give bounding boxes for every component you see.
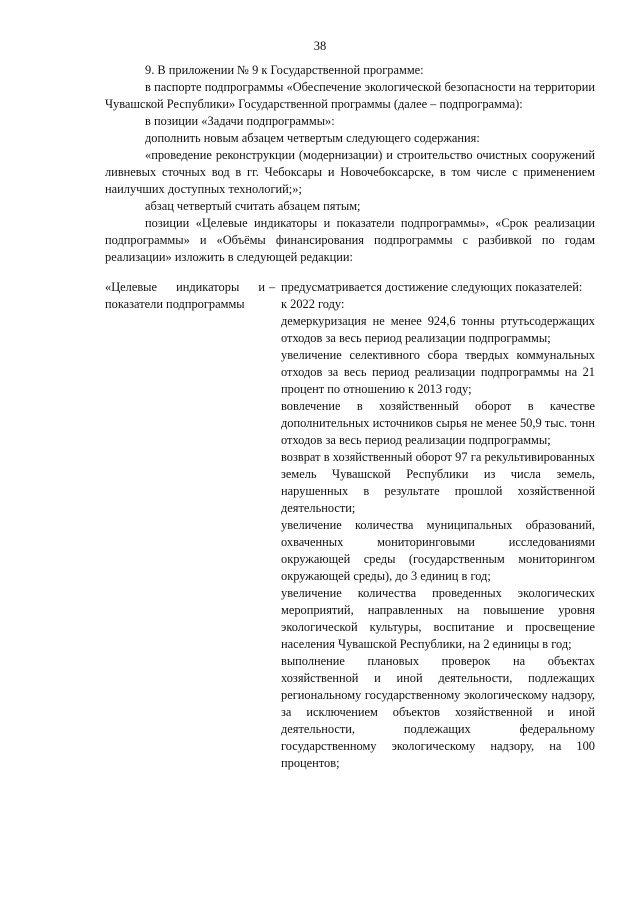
paragraph: «проведение реконструкции (модернизации) и строительство очистных сооружений ливневых сточных вод в гг. Чебоксары и Новочебоксарске, в том числе с применением наилучших доступных технологий;»; bbox=[105, 148, 595, 196]
paragraph: дополнить новым абзацем четвертым следующего содержания: bbox=[145, 131, 480, 145]
paragraph: в паспорте подпрограммы «Обеспечение экологической безопасности на территории Чувашской Республики» Государственной программы (далее – подпрограмма): bbox=[105, 80, 595, 111]
amendment-text bbox=[105, 62, 595, 266]
list-item: демеркуризация не менее 924,6 тонны ртутьсодержащих отходов за весь период реализации подпрограммы; bbox=[281, 314, 595, 345]
paragraph: 9. В приложении № 9 к Государственной программе: bbox=[145, 63, 424, 77]
list-item: выполнение плановых проверок на объектах хозяйственной и иной деятельности, подлежащих региональному государственному экологическому надзору, за исключением объектов хозяйственной и иной деятельности, подлежащих федеральному государственному экологическому надзору, на 100 процентов; bbox=[281, 654, 595, 770]
list-item: увеличение селективного сбора твердых коммунальных отходов за весь период реализации подпрограммы на 21 процент по отношению к 2013 году; bbox=[281, 348, 595, 396]
page-number: 38 bbox=[313, 39, 327, 53]
paragraph: абзац четвертый считать абзацем пятым; bbox=[145, 199, 361, 213]
list-item: к 2022 году: bbox=[281, 297, 345, 311]
list-item: увеличение количества муниципальных образований, охваченных мониторинговыми исследованиями окружающей среды (государственным мониторингом окружающей среды), до 3 единиц в год; bbox=[281, 518, 595, 583]
paragraph: в позиции «Задачи подпрограммы»: bbox=[145, 114, 335, 128]
paragraph: позиции «Целевые индикаторы и показатели подпрограммы», «Срок реализации подпрограммы» и «Объёмы финансирования подпрограммы с разбивкой по годам реализации» изложить в следующей редакции: bbox=[105, 216, 595, 264]
indicator-list bbox=[277, 279, 595, 772]
list-item: увеличение количества проведенных экологических мероприятий, направленных на повышение уровня экологической культуры, воспитание и просвещение населения Чувашской Республики, на 2 единицы в год; bbox=[281, 586, 595, 651]
list-item: вовлечение в хозяйственный оборот в качестве дополнительных источников сырья не менее 50,9 тыс. тонн отходов за весь период реализации подпрограммы; bbox=[281, 399, 595, 447]
dash-separator: – bbox=[269, 280, 276, 294]
list-item: предусматривается достижение следующих показателей: bbox=[281, 280, 583, 294]
indicator-label: «Целевые индикаторы и показатели подпрограммы bbox=[105, 280, 265, 311]
list-item: возврат в хозяйственный оборот 97 га рекультивированных земель Чувашской Республики из числа земель, нарушенных в результате прошлой хозяйственной деятельности; bbox=[281, 450, 595, 515]
